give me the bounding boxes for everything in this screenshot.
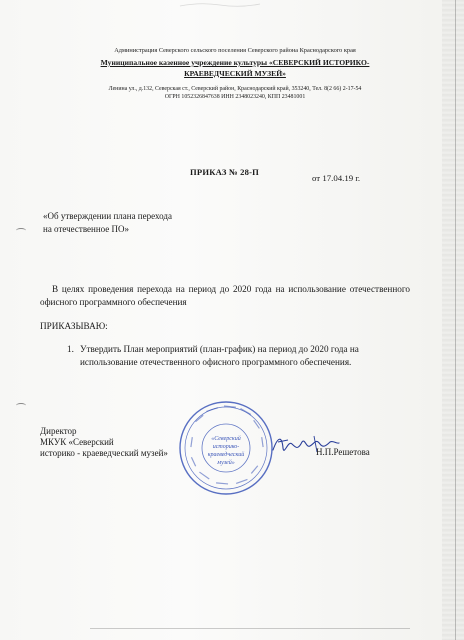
signatory-name: Н.П.Решетова xyxy=(316,447,370,457)
signatory-organization-line2: историко - краеведческий музей» xyxy=(40,448,168,458)
address-block xyxy=(60,85,410,101)
decree-word: ПРИКАЗЫВАЮ: xyxy=(40,321,108,331)
subject-line2: на отечественное ПО» xyxy=(43,224,129,234)
margin-hole-mark xyxy=(16,228,26,233)
organization-name-line2: КРАЕВЕДЧЕСКИЙ МУЗЕЙ» xyxy=(184,69,286,78)
address-line: Ленина ул., д.132, Северская ст., Северский район, Краснодарский край, 353240, Тел. 8(2 66) 2-17-54 xyxy=(108,86,362,92)
administration-line: Администрация Северского сельского поселения Северского района Краснодарского края xyxy=(114,47,356,54)
margin-hole-mark xyxy=(16,403,26,408)
signatory-position: Директор xyxy=(40,426,77,436)
organization-name-line1: Муниципальное казенное учреждение культуры «СЕВЕРСКИЙ ИСТОРИКО- xyxy=(100,58,370,67)
signature-block xyxy=(40,426,168,459)
organization-name xyxy=(60,57,410,79)
preamble-paragraph: В целях проведения перехода на период до 2020 года на использование отечественного офисного программного обеспечения xyxy=(40,284,410,307)
stamp-center-line4: музей» xyxy=(217,460,235,466)
list-item-number: 1. xyxy=(67,344,74,354)
order-date: от 17.04.19 г. xyxy=(312,173,361,183)
registry-line: ОГРН 1052326847638 ИНН 2348023240, КПП 23481001 xyxy=(164,94,306,100)
subject-line1: «Об утверждении плана перехода xyxy=(43,211,172,221)
official-stamp xyxy=(176,398,276,498)
list-item-text: Утвердить План мероприятий (план-график) на период до 2020 года на использование отечественного офисного программного обеспечения. xyxy=(80,344,359,367)
stamp-center-line1: «Северский xyxy=(211,436,241,442)
order-subject xyxy=(43,210,172,236)
stamp-center-line3: краеведческий xyxy=(207,452,245,458)
scan-artifact-mark xyxy=(170,0,290,10)
signatory-organization-line1: МКУК «Северский xyxy=(40,437,114,447)
scan-edge xyxy=(442,0,464,640)
stamp-center-line2: историко- xyxy=(212,444,240,450)
scan-bottom-line xyxy=(90,628,410,629)
order-title: ПРИКАЗ № 28-П xyxy=(190,167,260,177)
